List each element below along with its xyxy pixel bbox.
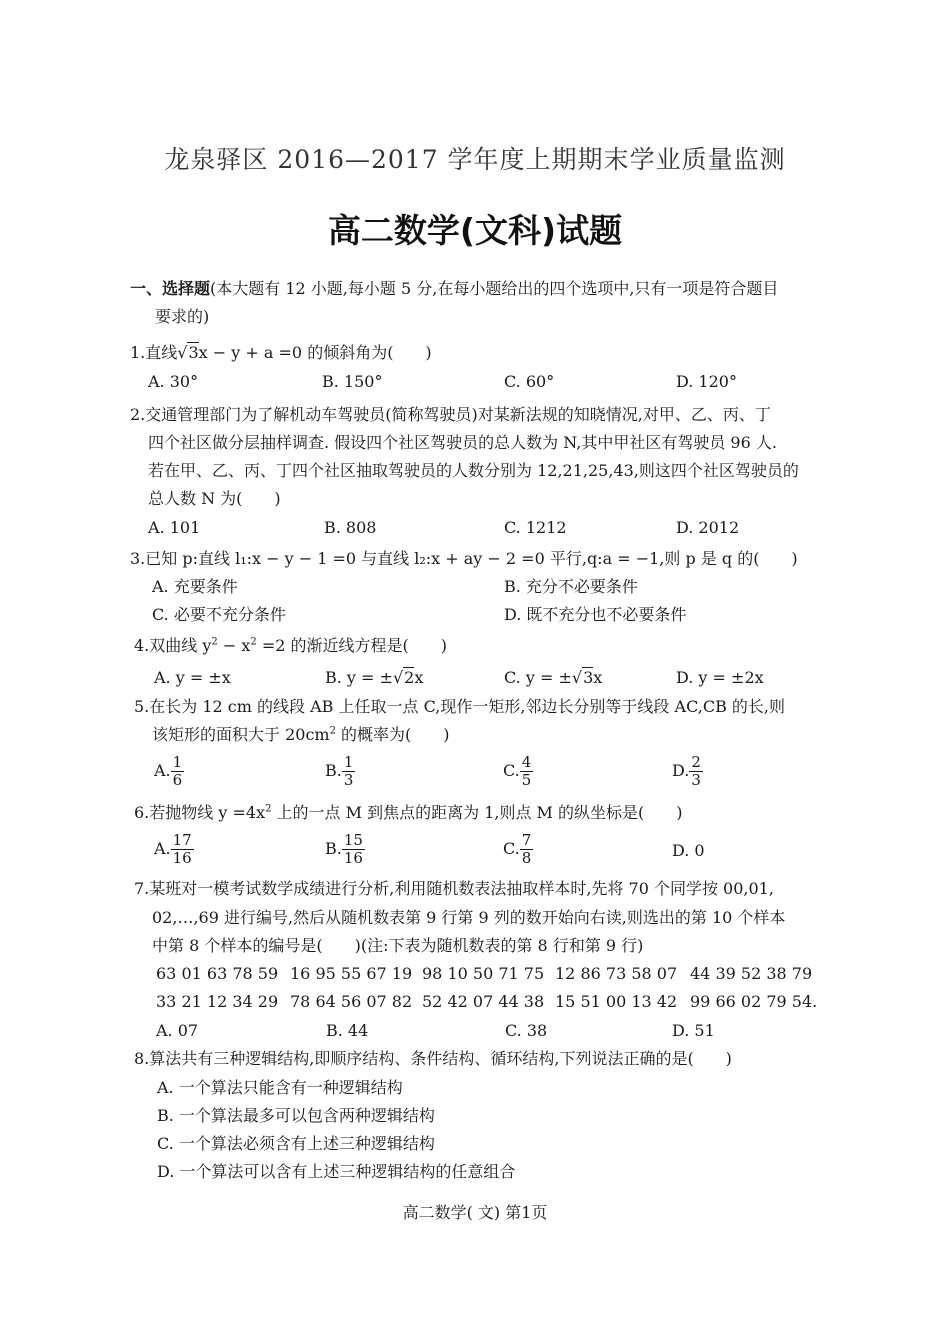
option-text: x [414, 668, 424, 687]
random-table-row8-col5: 44 39 52 38 79 [690, 964, 813, 983]
question-text: 上的一点 M 到焦点的距离为 1,则点 M 的纵坐标是( ) [271, 803, 683, 822]
denominator: 5 [521, 771, 532, 789]
question-number: 8. [134, 1049, 150, 1068]
exam-title: 高二数学(文科)试题 [327, 211, 623, 250]
numerator: 7 [521, 831, 532, 849]
question-text: 若抛物线 y =4x [149, 803, 266, 822]
numerator: 4 [521, 753, 532, 771]
random-table-row8-col4: 12 86 73 58 07 [555, 964, 678, 983]
question-text [152, 725, 450, 745]
exam-subtitle: 龙泉驿区 2016—2017 学年度上期期末学业质量监测 [164, 145, 786, 174]
question-text: 该矩形的面积大于 20cm [152, 725, 330, 744]
option-b: B. 808 [324, 518, 377, 537]
denominator: 6 [172, 771, 183, 789]
question-text: 中第 8 个样本的编号是( )(注:下表为随机数表的第 8 行和第 9 行) [152, 936, 644, 955]
option-d: D. 51 [672, 1021, 715, 1040]
random-table-row9-col3: 52 42 07 44 38 [422, 992, 545, 1011]
exponent: 2 [211, 636, 218, 648]
question-number: 7. [134, 879, 150, 898]
question-number: 3. [130, 549, 146, 568]
option-a: A. 101 [148, 518, 201, 537]
question-number: 6. [134, 803, 150, 822]
option-d: D. 0 [672, 841, 705, 860]
question-number: 4. [134, 636, 150, 655]
fraction [171, 832, 194, 867]
question-text: 算法共有三种逻辑结构,即顺序结构、条件结构、循环结构,下列说法正确的是( ) [149, 1049, 732, 1068]
exponent: 2 [329, 725, 336, 737]
question-text: 四个社区做分层抽样调查. 假设四个社区驾驶员的总人数为 N,其中甲社区有驾驶员 96 人. [148, 433, 777, 452]
random-table-row8-col2: 16 95 55 67 19 [290, 964, 413, 983]
exponent: 2 [265, 803, 272, 815]
question-4 [134, 636, 447, 656]
denominator: 16 [172, 849, 192, 867]
option-label: A. [154, 761, 171, 780]
denominator: 3 [691, 771, 701, 789]
option-d: D. 120° [676, 372, 737, 391]
option-a: A. 07 [156, 1021, 199, 1040]
denominator: 8 [521, 849, 532, 867]
question-text: 的概率为( ) [335, 725, 450, 744]
question-text: =2 的渐近线方程是( ) [256, 636, 448, 655]
question-number: 1. [130, 343, 146, 362]
denominator: 16 [343, 849, 363, 867]
option-a [154, 832, 194, 867]
option-c: C. 60° [504, 372, 555, 391]
option-text: x [593, 668, 603, 687]
question-text: 已知 p:直线 l₁:x − y − 1 =0 与直线 l₂:x + ay − 2 =0 平行,q:a = −1,则 p 是 q 的( ) [145, 549, 798, 568]
question-2 [130, 405, 771, 425]
sqrt-radicand: 3 [188, 343, 199, 362]
exponent: 2 [250, 636, 257, 648]
numerator: 1 [172, 753, 183, 771]
random-table-row8-col3: 98 10 50 71 75 [422, 964, 545, 983]
option-label: D. [672, 761, 690, 780]
option-d: D. 既不充分也不必要条件 [504, 605, 687, 624]
question-text: 交通管理部门为了解机动车驾驶员(简称驾驶员)对某新法规的知晓情况,对甲、乙、丙、丁 [145, 405, 771, 424]
question-3 [130, 549, 798, 569]
option-b: B. 一个算法最多可以包含两种逻辑结构 [157, 1106, 435, 1125]
question-text: 若在甲、乙、丙、丁四个社区抽取驾驶员的人数分别为 12,21,25,43,则这四个社区驾驶员的 [148, 461, 799, 480]
section-heading [130, 279, 778, 299]
section-label: 一、选择题 [130, 279, 211, 298]
option-text: B. y = ± [325, 668, 393, 687]
option-c: C. y = ±√3x [504, 668, 603, 687]
numerator: 2 [691, 753, 701, 771]
option-c [503, 832, 533, 867]
option-b [325, 832, 365, 867]
option-c: C. 38 [505, 1021, 548, 1040]
option-a: A. 充要条件 [152, 577, 238, 596]
question-text: − x [217, 636, 251, 655]
option-label: B. [325, 761, 342, 780]
numerator: 1 [343, 753, 354, 771]
option-d: D. 一个算法可以含有上述三种逻辑结构的任意组合 [157, 1162, 516, 1181]
question-8 [134, 1049, 732, 1069]
option-b: B. y = ±√2x [325, 668, 424, 687]
denominator: 3 [343, 771, 354, 789]
option-b [325, 754, 355, 789]
question-7 [134, 879, 774, 899]
random-table-row9-col5: 99 66 02 79 54. [690, 992, 818, 1011]
question-text: 总人数 N 为( ) [148, 489, 281, 508]
option-c: C. 1212 [504, 518, 567, 537]
question-number: 5. [134, 697, 150, 716]
option-b: B. 150° [322, 372, 383, 391]
page-footer: 高二数学( 文) 第1页 [402, 1203, 548, 1222]
sqrt-radicand: 3 [583, 668, 594, 687]
fraction [520, 832, 534, 867]
option-d: D. y = ±2x [676, 668, 764, 687]
option-c: C. 一个算法必须含有上述三种逻辑结构 [157, 1134, 435, 1153]
fraction [171, 754, 185, 789]
fraction [689, 754, 703, 789]
random-table-row9-col4: 15 51 00 13 42 [555, 992, 678, 1011]
option-a: A. y = ±x [154, 668, 231, 687]
numerator: 15 [343, 831, 363, 849]
numerator: 17 [172, 831, 192, 849]
question-1: 1.直线√3x − y + a =0 的倾斜角为( ) [130, 343, 432, 362]
fraction [342, 754, 356, 789]
fraction [342, 832, 365, 867]
option-label: A. [154, 839, 171, 858]
section-instructions-cont: 要求的) [155, 307, 210, 326]
random-table-row9-col2: 78 64 56 07 82 [290, 992, 413, 1011]
random-table-row8-col1: 63 01 63 78 59 [156, 964, 279, 983]
option-label: B. [325, 839, 342, 858]
question-6 [134, 803, 683, 823]
question-text: 02,…,69 进行编号,然后从随机数表第 9 行第 9 列的数开始向右读,则选出的第 10 个样本 [152, 908, 786, 927]
question-text: 在长为 12 cm 的线段 AB 上任取一点 C,现作一矩形,邻边长分别等于线段 AC,CB 的长,则 [149, 697, 786, 716]
random-table-row9-col1: 33 21 12 34 29 [156, 992, 279, 1011]
option-a [154, 754, 184, 789]
question-text: 直线 [145, 343, 178, 362]
fraction [520, 754, 534, 789]
question-text: 双曲线 y [149, 636, 212, 655]
question-number: 2. [130, 405, 146, 424]
section-instructions: (本大题有 12 小题,每小题 5 分,在每小题给出的四个选项中,只有一项是符合题目 [210, 279, 779, 298]
option-d [672, 754, 703, 789]
option-b: B. 充分不必要条件 [504, 577, 638, 596]
option-d: D. 2012 [676, 518, 740, 537]
question-text: x − y + a =0 的倾斜角为( ) [198, 343, 432, 362]
option-c: C. 必要不充分条件 [152, 605, 286, 624]
option-a: A. 30° [148, 372, 199, 391]
option-text: C. y = ± [504, 668, 572, 687]
sqrt-radicand: 2 [404, 668, 415, 687]
question-text: 某班对一模考试数学成绩进行分析,利用随机数表法抽取样本时,先将 70 个同学按 00,01, [149, 879, 774, 898]
option-c [503, 754, 533, 789]
option-a: A. 一个算法只能含有一种逻辑结构 [157, 1078, 403, 1097]
option-label: C. [503, 839, 520, 858]
question-5 [134, 697, 785, 717]
option-label: C. [503, 761, 520, 780]
option-b: B. 44 [326, 1021, 369, 1040]
